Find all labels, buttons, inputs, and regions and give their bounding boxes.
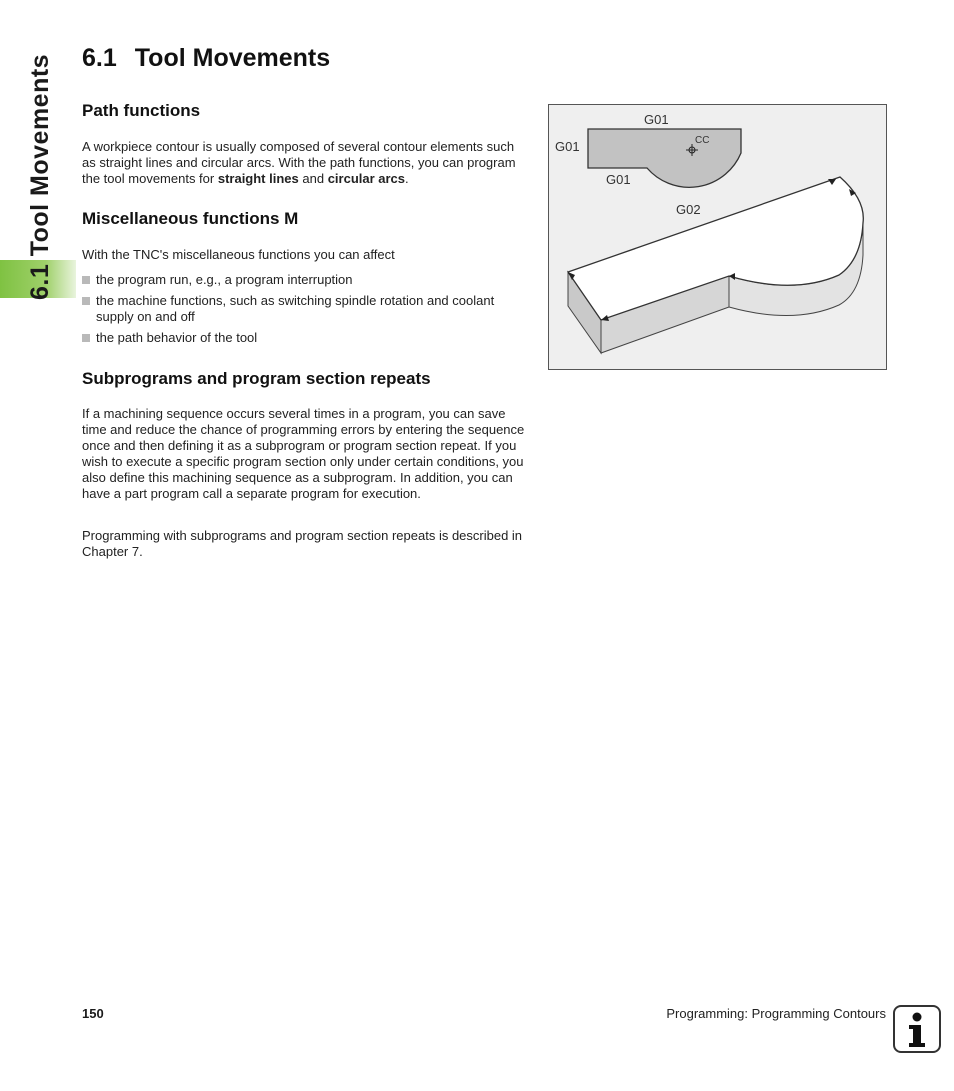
bullet-icon [82,334,90,342]
misc-functions-heading: Miscellaneous functions M [82,209,299,228]
side-tab-title: 6.1 Tool Movements [26,53,54,300]
subprograms-heading: Subprograms and program section repeats [82,369,431,388]
page-number: 150 [82,1006,104,1021]
straight-lines-term: straight lines [217,171,299,186]
side-tab [0,0,76,1091]
section-title: Tool Movements [134,44,331,72]
bullet-icon [82,276,90,284]
contour-illustration [549,105,888,371]
cc-label: CC [695,135,710,146]
path-functions-heading: Path functions [82,101,201,120]
list-item: the machine functions, such as switching spindle rotation and coolant supply on and off [82,293,526,325]
g02-label: G02 [676,202,701,217]
subprograms-reference: Programming with subprograms and program section repeats is described in Chapter 7. [82,528,523,559]
bullet-icon [82,297,90,305]
list-item: the path behavior of the tool [82,330,526,346]
g01-left-label: G01 [555,139,580,154]
misc-intro: With the TNC's miscellaneous functions you can affect [82,247,395,262]
page-title [82,44,330,73]
path-functions-figure [548,104,887,370]
g01-bottom-label: G01 [606,172,631,187]
g01-top-label: G01 [644,112,669,127]
circular-arcs-term: circular arcs [327,171,406,186]
info-icon [893,1005,941,1053]
path-functions-text: A workpiece contour is usually composed of several contour elements such as straight lines and circular arcs. With the path functions, you can program the tool movements for straight lines and circular arcs. [82,139,516,186]
section-number: 6.1 [82,44,117,72]
subprograms-text: If a machining sequence occurs several times in a program, you can save time and reduce the chance of programming errors by entering the sequence once and then defining it as a subprogram or program section repeat. If you wish to execute a specific program section only under certain conditions, you also define this machining sequence as a subprogram. In addition, you can have a part program call a separate program for execution. [82,406,525,501]
list-item: the program run, e.g., a program interruption [82,272,526,288]
chapter-title: Programming: Programming Contours [666,1006,886,1021]
